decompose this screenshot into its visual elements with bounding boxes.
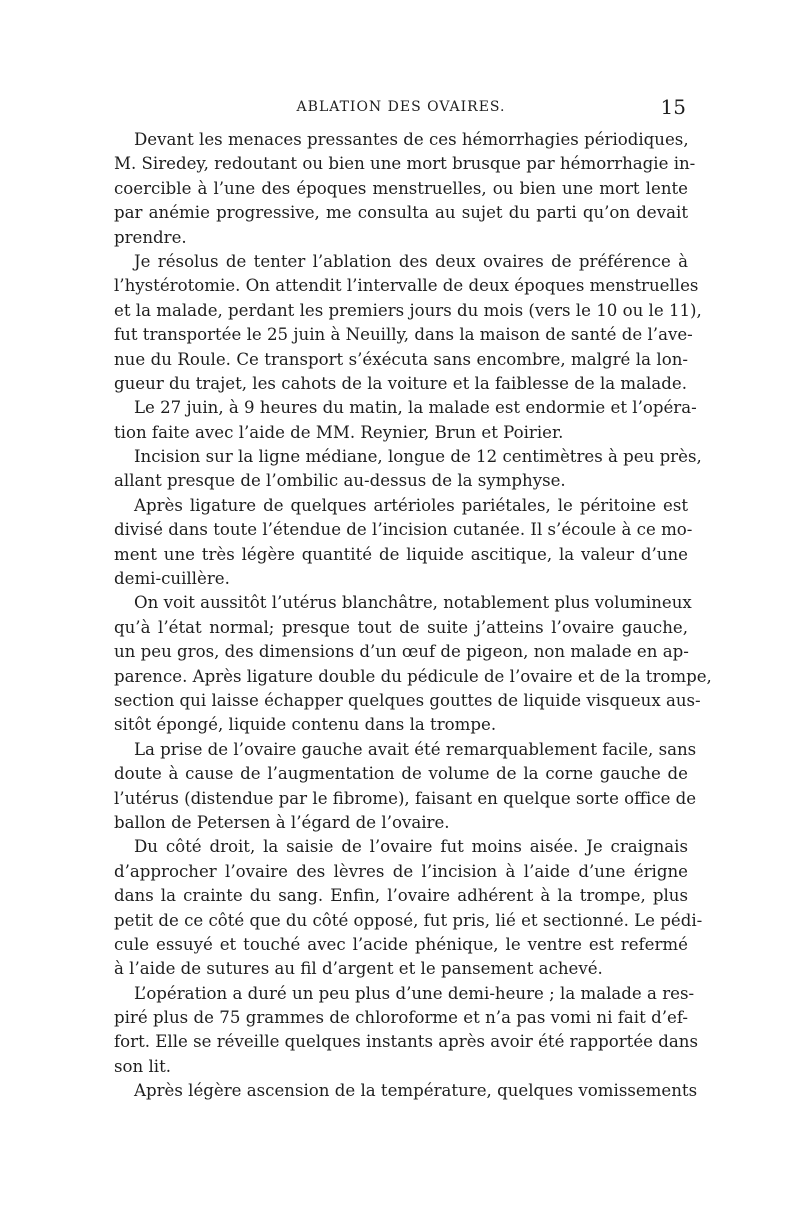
text-line: prendre. — [114, 227, 187, 247]
text-line: Après ligature de quelques artérioles pariétales, le péritoine est — [134, 495, 688, 515]
text-line: l’hystérotomie. On attendit l’intervalle de deux époques menstruelles — [114, 276, 699, 296]
text-line: ballon de Petersen à l’égard de l’ovaire. — [114, 812, 450, 832]
text-line: Je résolus de tenter l’ablation des deux ovaires de préférence à — [134, 251, 688, 271]
text-line: tion faite avec l’aide de MM. Reynier, Brun et Poirier. — [114, 422, 564, 442]
text-line: piré plus de 75 grammes de chloroforme et n’a pas vomi ni fait d’ef- — [114, 1008, 688, 1028]
text-line: Incision sur la ligne médiane, longue de 12 centimètres à peu près, — [134, 447, 702, 467]
page-number: 15 — [660, 95, 686, 119]
running-title: ABLATION DES OVAIRES. — [296, 99, 506, 115]
text-line: coercible à l’une des époques menstruelles, ou bien une mort lente — [114, 178, 688, 198]
text-line: section qui laisse échapper quelques gouttes de liquide visqueux aus- — [114, 690, 701, 710]
body-text — [114, 128, 712, 1104]
text-line: allant presque de l’ombilic au-dessus de la symphyse. — [114, 471, 566, 491]
text-line: doute à cause de l’augmentation de volume de la corne gauche de — [114, 764, 688, 784]
text-line: dans la crainte du sang. Enfin, l’ovaire adhérent à la trompe, plus — [114, 886, 688, 906]
text-line: par anémie progressive, me consulta au sujet du parti qu’on devait — [114, 203, 688, 223]
text-line: d’approcher l’ovaire des lèvres de l’incision à l’aide d’une érigne — [114, 861, 688, 881]
text-line: un peu gros, des dimensions d’un œuf de pigeon, non malade en ap- — [114, 642, 689, 662]
page-header — [114, 95, 688, 125]
text-line: fort. Elle se réveille quelques instants après avoir été rapportée dans — [114, 1032, 698, 1052]
text-line: l’utérus (distendue par le fibrome), faisant en quelque sorte office de — [114, 788, 697, 808]
text-line: et la malade, perdant les premiers jours du mois (vers le 10 ou le 11), — [114, 300, 702, 320]
text-line: La prise de l’ovaire gauche avait été remarquablement facile, sans — [134, 739, 697, 759]
text-line: gueur du trajet, les cahots de la voiture et la faiblesse de la malade. — [114, 373, 687, 393]
text-line: M. Siredey, redoutant ou bien une mort brusque par hémorrhagie in- — [114, 154, 696, 174]
text-line: L’opération a duré un peu plus d’une demi-heure ; la malade a res- — [134, 983, 695, 1003]
text-line: son lit. — [114, 1056, 172, 1076]
text-line: Du côté droit, la saisie de l’ovaire fut moins aisée. Je craignais — [134, 837, 688, 857]
text-line: Après légère ascension de la température, quelques vomissements — [134, 1081, 698, 1101]
text-line: On voit aussitôt l’utérus blanchâtre, notablement plus volumineux — [134, 593, 692, 613]
text-line: ment une très légère quantité de liquide ascitique, la valeur d’une — [114, 544, 688, 564]
text-line: qu’à l’état normal; presque tout de suite j’atteins l’ovaire gauche, — [114, 617, 688, 637]
text-line: nue du Roule. Ce transport s’éxécuta sans encombre, malgré la lon- — [114, 349, 688, 369]
text-line: Devant les menaces pressantes de ces hémorrhagies périodiques, — [134, 130, 689, 149]
text-line: parence. Après ligature double du pédicule de l’ovaire et de la trompe, — [114, 666, 712, 686]
text-line: Le 27 juin, à 9 heures du matin, la malade est endormie et l’opéra- — [134, 398, 697, 418]
text-line: petit de ce côté que du côté opposé, fut pris, lié et sectionné. Le pédi- — [114, 910, 703, 930]
text-line: demi-cuillère. — [114, 569, 230, 589]
text-line: cule essuyé et touché avec l’acide phénique, le ventre est refermé — [114, 934, 688, 954]
text-line: sitôt épongé, liquide contenu dans la trompe. — [114, 715, 497, 735]
text-line: à l’aide de sutures au fil d’argent et le pansement achevé. — [114, 959, 603, 979]
text-line: fut transportée le 25 juin à Neuilly, dans la maison de santé de l’ave- — [114, 325, 693, 345]
text-line: divisé dans toute l’étendue de l’incision cutanée. Il s’écoule à ce mo- — [114, 520, 693, 540]
